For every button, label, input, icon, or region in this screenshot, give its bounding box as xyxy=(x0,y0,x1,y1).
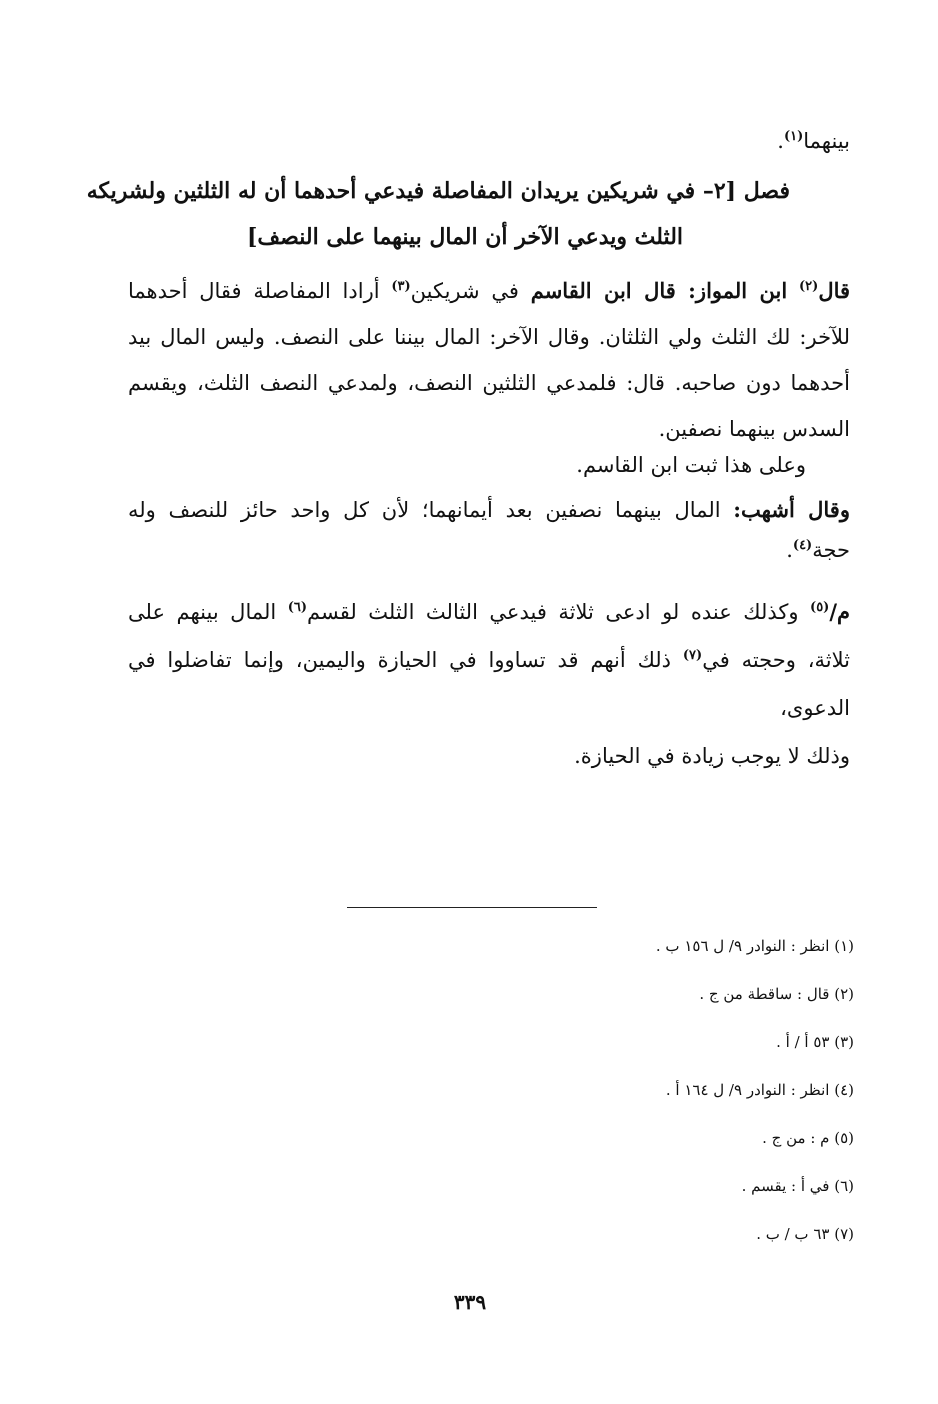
paragraph-3 xyxy=(128,490,850,570)
paragraph-4-text-e: ذلك أنهم قد تساووا في الحيازة واليمين، وإنما تفاضلوا في الدعوى، xyxy=(128,648,850,720)
footnote-ref-4[interactable]: (٤) xyxy=(792,538,813,553)
paragraph-1-text-c: في شريكين xyxy=(410,279,519,303)
footnote-6: (٦) في أ : يقسم . xyxy=(741,1177,854,1195)
paragraph-1-line-3: أحدهما دون صاحبه. قال: فلمدعي الثلثين النصف، ولمدعي النصف الثلث، ويقسم xyxy=(128,371,850,395)
marker-m: م/ xyxy=(829,599,850,624)
footnote-ref-3[interactable]: (٣) xyxy=(391,279,411,294)
paragraph-2 xyxy=(128,448,806,482)
page-number: ٣٣٩ xyxy=(453,1290,487,1314)
footnote-2: (٢) قال : ساقطة من ج . xyxy=(699,985,854,1003)
paragraph-4-text-c: المال بينهم على xyxy=(128,600,277,624)
footnote-ref-7[interactable]: (٧) xyxy=(682,648,703,663)
top-line-text: بينهما xyxy=(803,129,850,153)
heading-line-1: فصل [٢– في شريكين يريدان المفاصلة فيدعي أحدهما أن له الثلثين ولشريكه xyxy=(86,178,790,204)
footnote-3: (٣) ٥٣ أ / أ . xyxy=(776,1033,854,1051)
paragraph-3-line-2 xyxy=(128,530,850,570)
paragraph-4-text-d: ثلاثة، وحجته في xyxy=(702,648,850,672)
paragraph-1 xyxy=(128,268,850,452)
section-heading xyxy=(86,168,790,260)
paragraph-4-line-2 xyxy=(128,636,850,732)
footnote-ref-6[interactable]: (٦) xyxy=(287,600,308,615)
paragraph-4 xyxy=(128,588,850,780)
paragraph-3-text-b: المال بينهما نصفين بعد أيمانهما؛ لأن كل واحد حائز للنصف وله xyxy=(128,498,721,522)
paragraph-3-end: . xyxy=(786,538,793,562)
footnote-ref-5[interactable]: (٥) xyxy=(810,600,830,615)
paragraph-4-line-3: وذلك لا يوجب زيادة في الحيازة. xyxy=(574,744,850,768)
paragraph-2-line-1: وعلى هذا ثبت ابن القاسم. xyxy=(576,453,806,477)
author-citation: ابن المواز: قال ابن القاسم xyxy=(530,278,788,303)
top-line xyxy=(128,126,850,156)
paragraph-1-line-2: للآخر: لك الثلث ولي الثلثان. وقال الآخر: المال بيننا على النصف. وليس المال بيد xyxy=(128,325,850,349)
footnote-5: (٥) م : من ج . xyxy=(762,1129,854,1147)
paragraph-4-line-1 xyxy=(128,588,850,636)
paragraph-4-text-b: وكذلك عنده لو ادعى ثلاثة فيدعي الثالث الثلث لقسم xyxy=(307,600,799,624)
paragraph-1-text-d: أرادا المفاصلة فقال أحدهما xyxy=(128,279,380,303)
paragraph-1-line-1 xyxy=(128,268,850,314)
footnote-1: (١) انظر : النوادر ٩/ ل ١٥٦ ب . xyxy=(655,937,854,955)
footnote-ref-2[interactable]: (٢) xyxy=(799,279,819,294)
footnote-4: (٤) انظر : النوادر ٩/ ل ١٦٤ أ . xyxy=(665,1081,854,1099)
said-word: قال xyxy=(818,278,851,303)
footnote-7: (٧) ٦٣ ب / ب . xyxy=(756,1225,854,1243)
paragraph-1-line-4: السدس بينهما نصفين. xyxy=(658,417,850,441)
heading-line-2: الثلث ويدعي الآخر أن المال بينهما على النصف] xyxy=(246,224,684,250)
top-line-end: . xyxy=(777,129,784,153)
footnote-ref-1[interactable]: (١) xyxy=(783,129,804,144)
paragraph-3-line-1 xyxy=(128,490,850,530)
paragraph-3-text-c: حجة xyxy=(812,538,850,562)
footnote-separator xyxy=(347,907,597,908)
ashhab-citation: وقال أشهب: xyxy=(733,497,850,522)
footnotes xyxy=(354,922,854,1258)
